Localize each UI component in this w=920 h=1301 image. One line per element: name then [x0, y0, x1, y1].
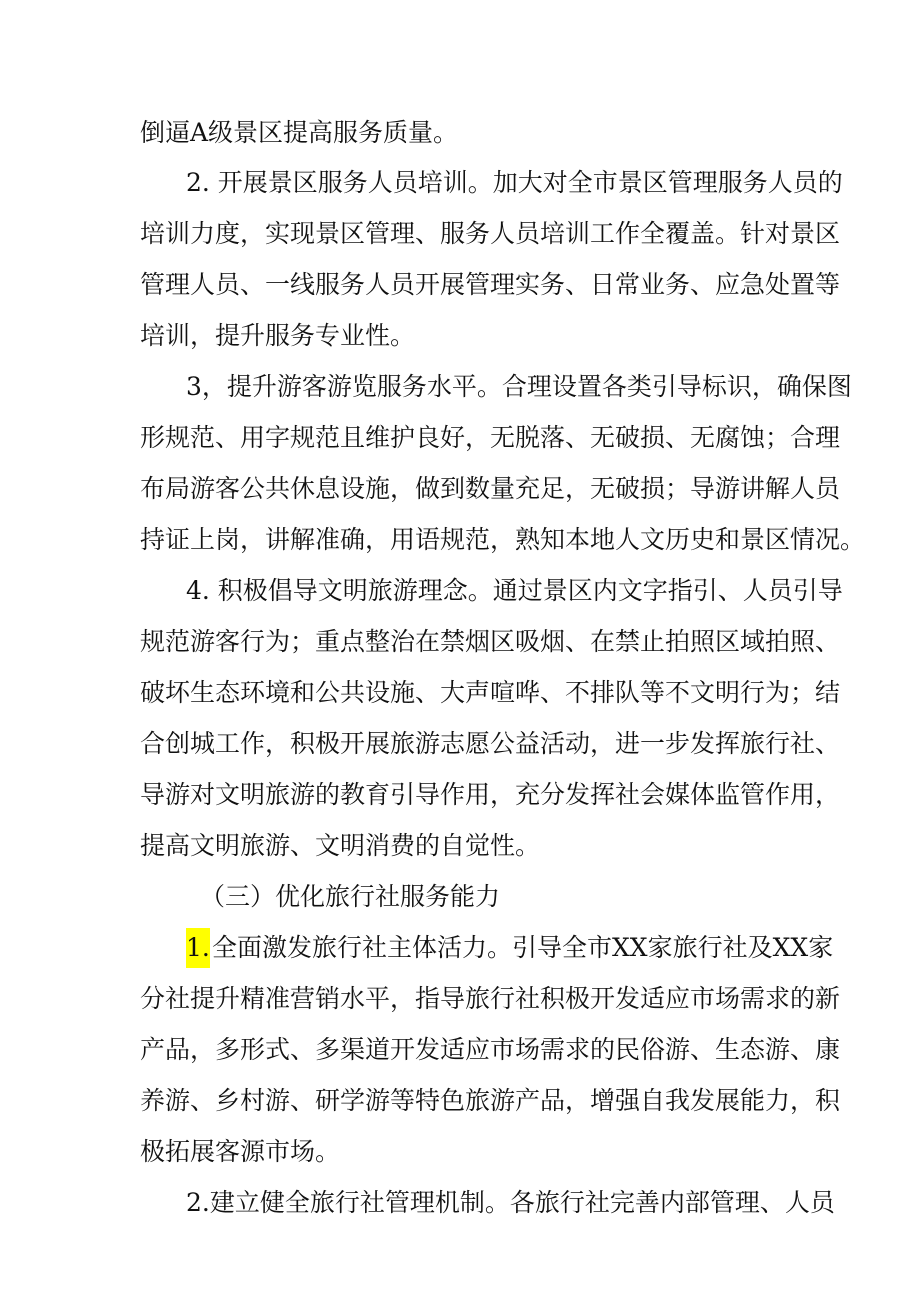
line-text: 培训，提升服务专业性。 — [140, 321, 416, 350]
paragraph-line — [0, 724, 920, 764]
paragraph-line — [0, 367, 920, 407]
section-heading-text: （三）优化旅行社服务能力 — [200, 882, 501, 911]
paragraph-line — [0, 469, 920, 509]
paragraph-line — [0, 1132, 920, 1172]
line-text: 2. 开展景区服务人员培训。加大对全市景区管理服务人员的 — [186, 168, 843, 197]
line-text: 3，提升游客游览服务水平。合理设置各类引导标识，确保图 — [186, 372, 852, 401]
paragraph-line — [0, 265, 920, 305]
line-text: 规范游客行为；重点整治在禁烟区吸烟、在禁止拍照区域拍照、 — [140, 627, 841, 656]
line-text: 布局游客公共休息设施，做到数量充足，无破损；导游讲解人员 — [140, 474, 841, 503]
line-text: 培训力度，实现景区管理、服务人员培训工作全覆盖。针对景区 — [140, 219, 841, 248]
paragraph-line — [0, 979, 920, 1019]
section-heading — [0, 877, 920, 917]
line-text: 提高文明旅游、文明消费的自觉性。 — [140, 831, 541, 860]
paragraph-line — [0, 1030, 920, 1070]
line-text: 合创城工作，积极开展旅游志愿公益活动，进一步发挥旅行社、 — [140, 729, 841, 758]
paragraph-line — [0, 928, 920, 968]
paragraph-line — [0, 775, 920, 815]
paragraph-line — [0, 1081, 920, 1121]
paragraph-line — [0, 571, 920, 611]
paragraph-line — [0, 622, 920, 662]
paragraph-line — [0, 418, 920, 458]
line-text: 形规范、用字规范且维护良好，无脱落、无破损、无腐蚀；合理 — [140, 423, 841, 452]
paragraph-line — [0, 1183, 920, 1223]
highlighted-item-number: 1. — [186, 928, 210, 968]
line-text: 2.建立健全旅行社管理机制。各旅行社完善内部管理、人员 — [186, 1188, 835, 1217]
line-text: 极拓展客源市场。 — [140, 1137, 341, 1166]
paragraph-line — [0, 214, 920, 254]
line-text: 养游、乡村游、研学游等特色旅游产品，增强自我发展能力，积 — [140, 1086, 841, 1115]
paragraph-line — [0, 826, 920, 866]
paragraph-line — [0, 316, 920, 356]
line-text: 管理人员、一线服务人员开展管理实务、日常业务、应急处置等 — [140, 270, 841, 299]
paragraph-line — [0, 520, 920, 560]
line-text: 4. 积极倡导文明旅游理念。通过景区内文字指引、人员引导 — [186, 576, 843, 605]
line-text: 分社提升精准营销水平，指导旅行社积极开发适应市场需求的新 — [140, 984, 841, 1013]
line-text: 持证上岗，讲解准确，用语规范，熟知本地人文历史和景区情况。 — [140, 525, 866, 554]
paragraph-line — [0, 113, 920, 153]
line-text: 产品，多形式、多渠道开发适应市场需求的民俗游、生态游、康 — [140, 1035, 841, 1064]
paragraph-line — [0, 673, 920, 713]
paragraph-line — [0, 163, 920, 203]
line-text: 倒逼A级景区提高服务质量。 — [140, 118, 459, 147]
line-text: 破坏生态环境和公共设施、大声喧哗、不排队等不文明行为；结 — [140, 678, 841, 707]
line-text: 导游对文明旅游的教育引导作用，充分发挥社会媒体监管作用， — [140, 780, 841, 809]
line-text: 全面激发旅行社主体活力。引导全市XX家旅行社及XX家 — [212, 933, 834, 962]
